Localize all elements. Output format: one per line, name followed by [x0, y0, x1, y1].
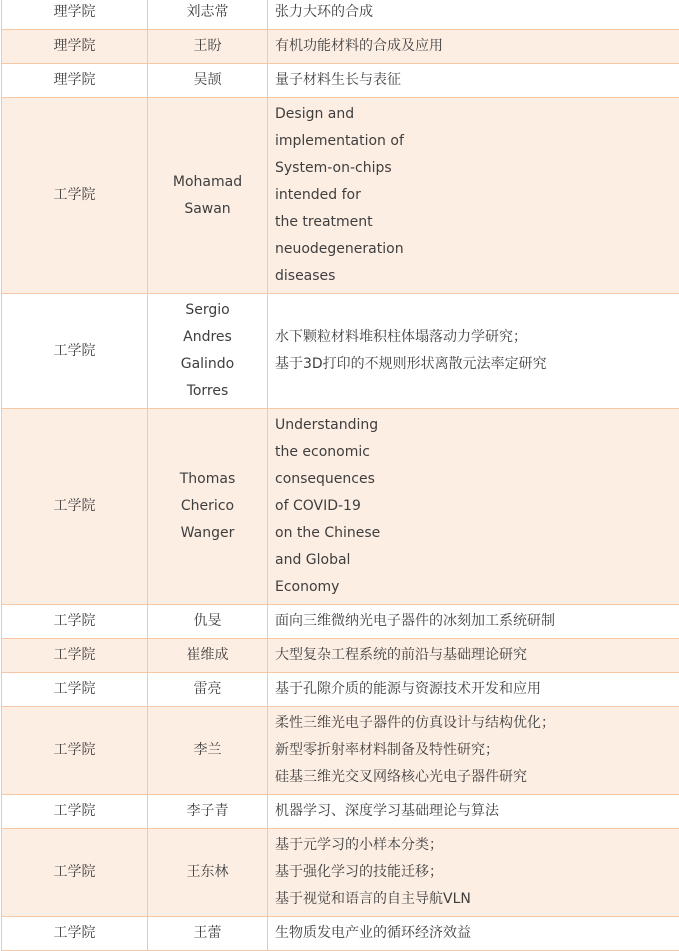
research-topic-line: on the Chinese [275, 520, 679, 547]
research-topic-cell [268, 30, 679, 64]
research-topic-line: neuodegeneration [275, 236, 679, 263]
table-row [2, 98, 679, 294]
table-row [2, 829, 679, 917]
research-topic-cell [268, 0, 679, 30]
college-cell: 理学院 [2, 64, 148, 98]
name-line: Sergio [148, 297, 267, 324]
name-cell [148, 0, 268, 30]
name-cell [148, 639, 268, 673]
table-body [2, 0, 679, 951]
name-cell [148, 98, 268, 294]
research-topic-line: consequences [275, 466, 679, 493]
table-row [2, 409, 679, 605]
table-row [2, 673, 679, 707]
table-row [2, 795, 679, 829]
research-topic-line: implementation of [275, 128, 679, 155]
name-line: Thomas [148, 466, 267, 493]
table-row [2, 639, 679, 673]
name-line: 刘志常 [148, 0, 267, 26]
research-topic-line: 有机功能材料的合成及应用 [275, 33, 679, 60]
research-topic-cell [268, 639, 679, 673]
research-topic-cell [268, 795, 679, 829]
name-line: Andres [148, 324, 267, 351]
research-topic-cell [268, 409, 679, 605]
name-line: Wanger [148, 520, 267, 547]
research-topic-line: Understanding [275, 412, 679, 439]
research-topic-cell [268, 707, 679, 795]
name-line: 李兰 [148, 737, 267, 764]
table-row [2, 0, 679, 30]
name-line: 王盼 [148, 33, 267, 60]
research-topic-line: the economic [275, 439, 679, 466]
research-topic-line: Economy [275, 574, 679, 601]
name-cell [148, 707, 268, 795]
name-cell [148, 294, 268, 409]
name-line: 仇旻 [148, 608, 267, 635]
table-row [2, 605, 679, 639]
name-line: 吴颉 [148, 67, 267, 94]
college-cell: 工学院 [2, 294, 148, 409]
name-line: Sawan [148, 196, 267, 223]
research-topic-cell [268, 64, 679, 98]
research-topic-line: 基于孔隙介质的能源与资源技术开发和应用 [275, 676, 679, 703]
research-topic-line: 新型零折射率材料制备及特性研究； [275, 737, 679, 764]
table-row [2, 30, 679, 64]
name-cell [148, 673, 268, 707]
name-cell [148, 605, 268, 639]
research-topic-line: of COVID-19 [275, 493, 679, 520]
research-topic-line: 面向三维微纳光电子器件的冰刻加工系统研制 [275, 608, 679, 635]
research-topic-line: Design and [275, 101, 679, 128]
research-topic-cell [268, 294, 679, 409]
name-line: Galindo [148, 351, 267, 378]
research-topic-line: intended for [275, 182, 679, 209]
college-cell: 工学院 [2, 795, 148, 829]
research-topic-line: 张力大环的合成 [275, 0, 679, 26]
name-cell [148, 409, 268, 605]
name-line: Torres [148, 378, 267, 405]
name-line: 王东林 [148, 859, 267, 886]
college-cell: 工学院 [2, 98, 148, 294]
research-topic-line: 水下颗粒材料堆积柱体塌落动力学研究； [275, 324, 679, 351]
research-topic-cell [268, 98, 679, 294]
research-topic-line: 生物质发电产业的循环经济效益 [275, 920, 679, 947]
research-topic-line: 基于视觉和语言的自主导航VLN [275, 886, 679, 913]
name-cell [148, 64, 268, 98]
name-line: 雷亮 [148, 676, 267, 703]
name-cell [148, 829, 268, 917]
college-cell: 工学院 [2, 409, 148, 605]
name-line: 王蕾 [148, 920, 267, 947]
college-cell: 工学院 [2, 917, 148, 951]
research-topic-line: 基于3D打印的不规则形状离散元法率定研究 [275, 351, 679, 378]
table-row [2, 294, 679, 409]
research-topic-line: the treatment [275, 209, 679, 236]
college-cell: 工学院 [2, 829, 148, 917]
college-cell: 理学院 [2, 30, 148, 64]
research-topic-cell [268, 829, 679, 917]
research-topic-line: 基于强化学习的技能迁移； [275, 859, 679, 886]
research-topic-cell [268, 673, 679, 707]
name-line: 李子青 [148, 798, 267, 825]
college-cell: 工学院 [2, 707, 148, 795]
research-topic-line: 硅基三维光交叉网络核心光电子器件研究 [275, 764, 679, 791]
faculty-research-table [1, 0, 679, 951]
name-line: Mohamad [148, 169, 267, 196]
research-topic-line: 机器学习、深度学习基础理论与算法 [275, 798, 679, 825]
research-topic-line: 量子材料生长与表征 [275, 67, 679, 94]
name-cell [148, 795, 268, 829]
college-cell: 工学院 [2, 639, 148, 673]
table-row [2, 707, 679, 795]
college-cell: 工学院 [2, 673, 148, 707]
name-line: Cherico [148, 493, 267, 520]
table-row [2, 64, 679, 98]
research-topic-cell [268, 605, 679, 639]
research-topic-line: System-on-chips [275, 155, 679, 182]
research-topic-line: and Global [275, 547, 679, 574]
name-line: 崔维成 [148, 642, 267, 669]
research-topic-line: diseases [275, 263, 679, 290]
college-cell: 理学院 [2, 0, 148, 30]
name-cell [148, 30, 268, 64]
research-topic-line: 柔性三维光电子器件的仿真设计与结构优化； [275, 710, 679, 737]
research-topic-line: 基于元学习的小样本分类； [275, 832, 679, 859]
research-topic-line: 大型复杂工程系统的前沿与基础理论研究 [275, 642, 679, 669]
college-cell: 工学院 [2, 605, 148, 639]
